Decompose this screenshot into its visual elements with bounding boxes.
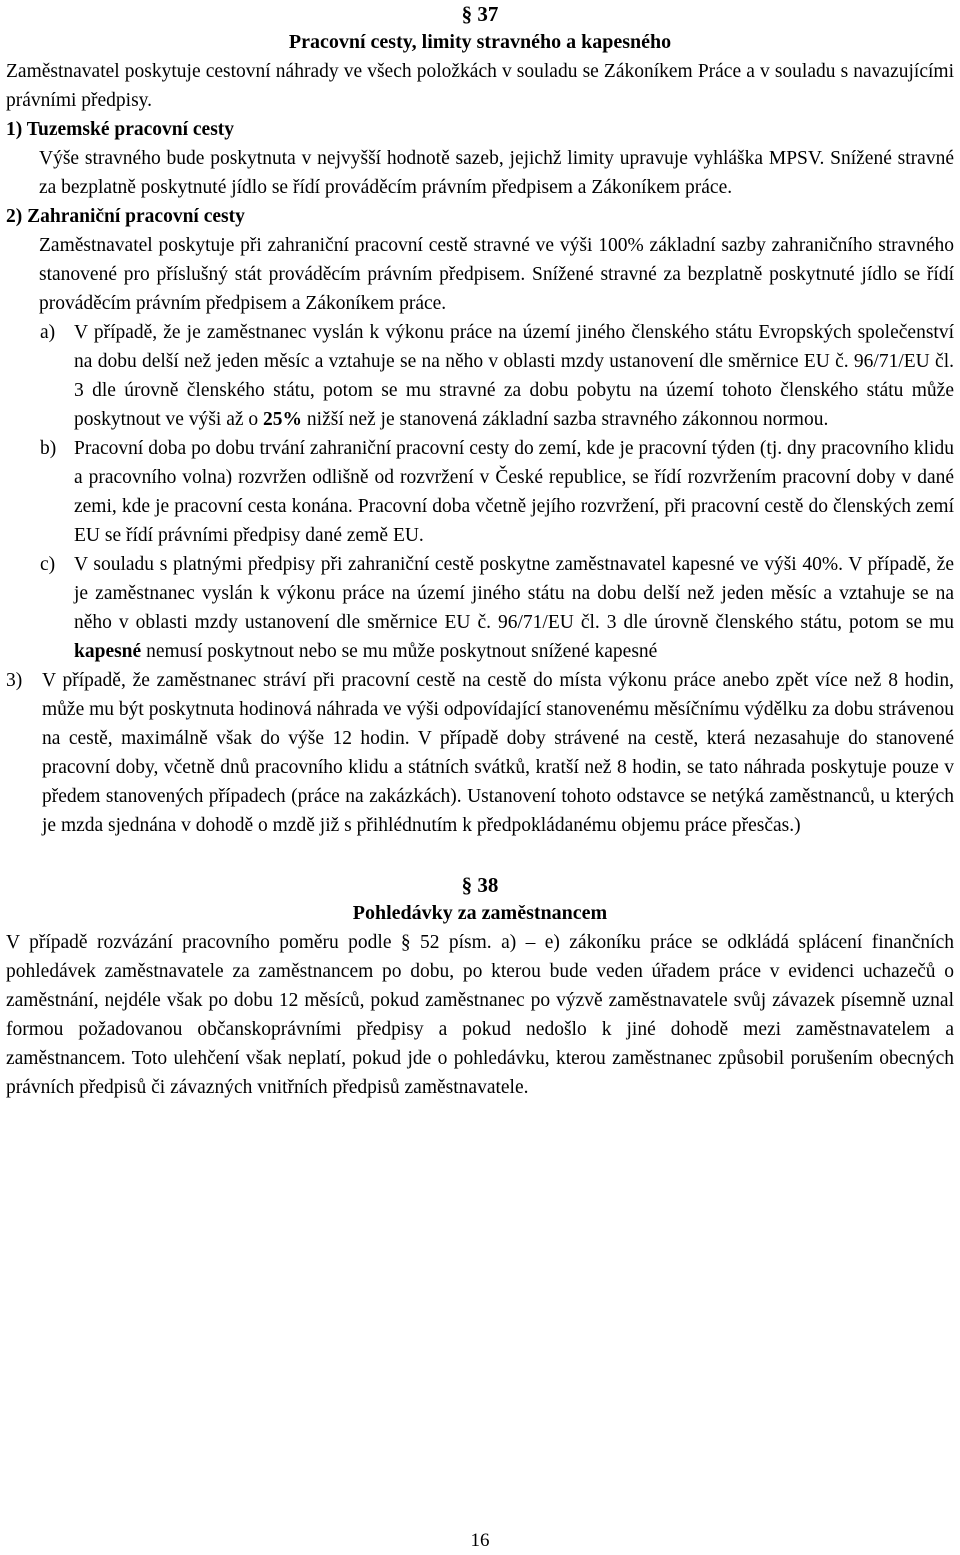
list-item-c-text-part1: V souladu s platnými předpisy při zahraniční cestě poskytne zaměstnavatel kapesné ve výši 40%. V případě, že je zaměstnanec vyslán k výkonu práce na území jiného státu na dobu delší než jeden měsíc a vztahuje se na něho v oblasti mzdy ustanovení dle směrnice EU č. 96/71/EU čl. 3 dle úrovně členského státu, potom se mu [74,554,954,633]
list-item-c [6,550,954,666]
list-item-a-bold: 25% [263,409,303,430]
list-item-c-text [74,550,954,666]
section-number-38: § 38 [461,873,499,897]
paragraph-3 [6,666,954,840]
page-number: 16 [470,1530,490,1551]
list-item-b [6,434,954,550]
list-item-a-label: a) [40,322,56,343]
section-37-intro: Zaměstnavatel poskytuje cestovní náhrady ve všech položkách v souladu se Zákoníkem Práce a v souladu s navazujícími právními předpisy. [6,61,954,111]
list-item-c-label: c) [40,554,56,575]
list-item-b-label: b) [40,438,57,459]
section-title-37: Pracovní cesty, limity stravného a kapesného [288,31,672,53]
list-item-b-text: Pracovní doba po dobu trvání zahraniční pracovní cesty do zemí, kde je pracovní týden (tj. dny pracovního klidu a pracovního volna) rozvržen odlišně od rozvržení v České republice, se řídí rozvržením pracovní doby v dané zemi, kde je pracovní cesta konána. Pracovní doba včetně jejího rozvržení, při pracovní cestě do členských zemí EU se řídí právními předpisy dané země EU. [74,438,954,546]
paragraph-2-heading [6,202,954,231]
list-item-a [6,318,954,434]
document-page [6,0,954,1102]
list-item-c-text-part2: nemusí poskytnout nebo se mu může poskytnout snížené kapesné [141,641,658,662]
paragraph-2-text: Zaměstnavatel poskytuje při zahraniční pracovní cestě stravné ve výši 100% základní sazby zahraničního stravného stanovené pro příslušný stát prováděcím právním předpisem. Snížené stravné za bezplatně poskytnuté jídlo se řídí prováděcím právním předpisem a Zákoníkem práce. [39,235,954,314]
list-item-a-text-part1: V případě, že je zaměstnanec vyslán k výkonu práce na území jiného členského státu Evropských společenství na dobu delší než jeden měsíc a vztahuje se na něho v oblasti mzdy ustanovení dle směrnice EU č. 96/71/EU čl. 3 dle úrovně členského státu, potom se mu stravné za dobu pobytu na území tohoto členského státu může poskytnout ve výši až o [74,322,954,430]
paragraph-3-label: 3) [6,670,23,691]
paragraph-1-text: Výše stravného bude poskytnuta v nejvyšší hodnotě sazeb, jejichž limity upravuje vyhláška MPSV. Snížené stravné za bezplatně poskytnuté jídlo se řídí prováděcím právním předpisem a Zákoníkem práce. [39,148,954,198]
list-item-a-text [74,318,954,434]
paragraph-1-heading [6,115,954,144]
list-item-a-text-part2: nižší než je stanovená základní sazba stravného zákonnou normou. [302,409,829,430]
heading-foreign-trips: 2) Zahraniční pracovní cesty [6,206,245,227]
heading-domestic-trips: 1) Tuzemské pracovní cesty [6,119,235,140]
list-item-c-bold: kapesné [74,641,142,662]
section-spacer [6,840,954,871]
paragraph-3-text: V případě, že zaměstnanec stráví při pracovní cestě na cestě do místa výkonu práce anebo zpět více než 8 hodin, může mu být poskytnuta hodinová náhrada ve výši odpovídající stanovenému měsíčnímu výdělku za dobu strávenou na cestě, maximálně však do výše 12 hodin. V případě doby strávené na cestě, která nezasahuje do stanovené pracovní doby, včetně dnů pracovního klidu a státních svátků, kratší než 8 hodin, se tato náhrada poskytuje pouze v předem stanovených případech (práce na zakázkách). Ustanovení tohoto odstavce se netýká zaměstnanců, u kterých je mzda sjednána v dohodě o mzdě již s přihlédnutím k předpokládanému objemu práce přesčas.) [42,670,954,836]
section-38-text: V případě rozvázání pracovního poměru podle § 52 písm. a) – e) zákoníku práce se odkládá splácení finančních pohledávek zaměstnavatele za zaměstnancem po dobu, po kterou bude veden úřadem práce v evidenci uchazečů o zaměstnání, nejdéle však po dobu 12 měsíců, pokud zaměstnanec po výzvě zaměstnavatele svůj závazek písemně uznal formou požadovanou občanskoprávními předpisy a pokud nedošlo k jiné dohodě mezi zaměstnavatelem a zaměstnancem. Toto ulehčení však neplatí, pokud jde o pohledávku, kterou zaměstnanec způsobil porušením obecných právních předpisů či závazných vnitřních předpisů zaměstnavatele. [6,932,954,1098]
section-title-38: Pohledávky za zaměstnancem [352,902,608,924]
section-number-37: § 37 [461,2,499,26]
